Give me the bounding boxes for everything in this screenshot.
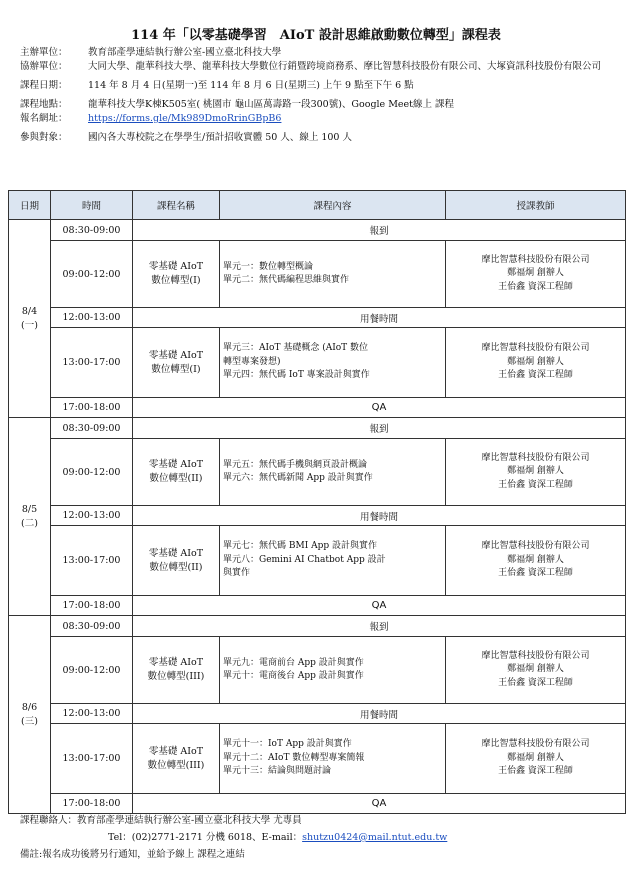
header-teacher: 授課教師: [446, 191, 626, 220]
teacher-line: 王佁鑫 資深工程師: [498, 766, 573, 777]
date-cell: [9, 418, 51, 616]
course-content-line: 單元七：無代碼 BMI App 設計與實作: [223, 541, 377, 552]
teacher-cell: [446, 328, 626, 398]
time-cell: 17:00-18:00: [51, 596, 133, 616]
course-name-cell: [133, 526, 220, 596]
qa-cell: QA: [133, 596, 626, 616]
time-cell: 13:00-17:00: [51, 526, 133, 596]
table-row: [9, 704, 626, 724]
co-organizer-row: [20, 60, 624, 74]
course-content-cell: [220, 241, 446, 308]
course-content-line: 單元十三：結論與問題討論: [223, 766, 332, 777]
course-content-cell: [220, 328, 446, 398]
location-row: [20, 98, 624, 112]
table-row: [9, 794, 626, 814]
course-name-line: 數位轉型(II): [149, 473, 203, 484]
location-value: 龍華科技大學K棟K505室( 桃園市 龜山區萬壽路一段300號)、Google Meet線上 課程: [88, 99, 455, 110]
teacher-line: 摩比智慧科技股份有限公司: [481, 739, 590, 750]
course-name-cell: [133, 241, 220, 308]
teacher-cell: [446, 637, 626, 704]
teacher-line: 鄭福炯 創辦人: [507, 554, 564, 565]
time-cell: 13:00-17:00: [51, 724, 133, 794]
course-content-line: 與實作: [223, 568, 251, 579]
teacher-line: 鄭福炯 創辦人: [507, 268, 564, 279]
course-name-line: 數位轉型(III): [147, 759, 205, 771]
checkin-cell: 報到: [133, 220, 626, 241]
contact-tel: [20, 829, 447, 846]
table-row: [9, 439, 626, 506]
course-content-cell: [220, 724, 446, 794]
table-row: [9, 241, 626, 308]
teacher-line: 摩比智慧科技股份有限公司: [481, 541, 590, 552]
course-content-line: 單元十一：IoT App 設計與實作: [223, 739, 352, 750]
lunch-cell: 用餐時間: [133, 506, 626, 526]
course-content-line: 單元四：無代碼 IoT 專案設計與實作: [223, 370, 370, 381]
organizer-value: 教育部產學連結執行辦公室-國立臺北科技大學: [88, 47, 282, 58]
co-organizer-label: 協辦單位：: [20, 61, 68, 72]
course-name-cell: [133, 637, 220, 704]
lunch-cell: 用餐時間: [133, 704, 626, 724]
time-cell: 17:00-18:00: [51, 794, 133, 814]
weekday-value: (一): [21, 319, 38, 331]
table-row: [9, 418, 626, 439]
course-name-line: 零基礎 AIoT: [148, 459, 204, 470]
qa-cell: QA: [133, 794, 626, 814]
target-row: [20, 131, 624, 145]
course-name-line: 數位轉型(I): [151, 363, 201, 375]
checkin-cell: 報到: [133, 616, 626, 637]
course-content-line: 單元一：數位轉型概論: [223, 261, 314, 272]
course-content-line: 單元八：Gemini AI Chatbot App 設計: [223, 554, 386, 565]
time-cell: 08:30-09:00: [51, 220, 133, 241]
teacher-cell: [446, 526, 626, 596]
target-label: 參與對象：: [20, 132, 68, 143]
weekday-value: (二): [21, 517, 38, 529]
date-value: 8/4: [21, 305, 38, 317]
organizer-row: [20, 46, 624, 60]
time-cell: 13:00-17:00: [51, 328, 133, 398]
course-name-line: 零基礎 AIoT: [148, 547, 204, 559]
course-content-line: 單元二：無代碼編程思維與實作: [223, 275, 350, 285]
course-name-line: 數位轉型(I): [151, 275, 201, 286]
time-cell: 08:30-09:00: [51, 418, 133, 439]
event-info: [8, 46, 624, 145]
time-cell: 08:30-09:00: [51, 616, 133, 637]
course-name-line: 零基礎 AIoT: [148, 261, 204, 272]
target-value: 國內各大專校院之在學學生/預計招收實體 50 人、線上 100 人: [88, 132, 353, 143]
table-row: [9, 616, 626, 637]
lunch-cell: 用餐時間: [133, 308, 626, 328]
organizer-label: 主辦單位：: [20, 47, 68, 58]
course-name-cell: [133, 439, 220, 506]
time-cell: 12:00-13:00: [51, 704, 133, 724]
header-date: 日期: [9, 191, 51, 220]
course-content-line: 單元六：無代碼新聞 App 設計與實作: [223, 473, 373, 483]
weekday-value: (三): [21, 715, 38, 727]
course-content-line: 單元五：無代碼手機與網頁設計概論: [223, 459, 368, 470]
teacher-cell: [446, 439, 626, 506]
signup-label: 報名網址：: [20, 113, 68, 124]
date-row: [20, 79, 624, 93]
table-header-row: [9, 191, 626, 220]
location-label: 課程地點：: [20, 99, 68, 110]
table-row: [9, 308, 626, 328]
contact-person: 課程聯絡人：教育部產學連結執行辦公室-國立臺北科技大學 尤專員: [20, 815, 302, 826]
teacher-line: 鄭福炯 創辦人: [507, 356, 564, 367]
teacher-line: 王佁鑫 資深工程師: [498, 370, 573, 381]
date-label: 課程日期：: [20, 80, 68, 91]
header-course-name: 課程名稱: [133, 191, 220, 220]
time-cell: 12:00-13:00: [51, 308, 133, 328]
teacher-line: 王佁鑫 資深工程師: [498, 677, 573, 688]
course-name-line: 零基礎 AIoT: [148, 745, 204, 757]
date-value: 8/6: [21, 701, 38, 713]
footer: [20, 812, 447, 863]
signup-link[interactable]: https://forms.gle/Mk989DmoRrinGBpB6: [88, 113, 282, 124]
table-row: [9, 220, 626, 241]
table-row: [9, 398, 626, 418]
co-organizer-value: 大同大學、龍華科技大學、龍華科技大學數位行銷暨跨境商務系、摩比智慧科技股份有限公司、大塚資訊科技股份有限公司: [88, 61, 602, 72]
course-content-cell: [220, 526, 446, 596]
table-row: [9, 328, 626, 398]
time-cell: 09:00-12:00: [51, 439, 133, 506]
table-row: [9, 526, 626, 596]
header-course-content: 課程內容: [220, 191, 446, 220]
checkin-cell: 報到: [133, 418, 626, 439]
date-value: 8/5: [21, 503, 38, 515]
date-value: 114 年 8 月 4 日(星期一)至 114 年 8 月 6 日(星期三) 上午 9 點至下午 6 點: [88, 80, 414, 91]
course-content-cell: [220, 439, 446, 506]
course-content-cell: [220, 637, 446, 704]
time-cell: 09:00-12:00: [51, 637, 133, 704]
page-title: 114 年「以零基礎學習 AIoT 設計思維啟動數位轉型」課程表: [131, 28, 501, 43]
table-row: [9, 506, 626, 526]
teacher-line: 摩比智慧科技股份有限公司: [481, 650, 590, 661]
teacher-line: 摩比智慧科技股份有限公司: [481, 452, 590, 463]
teacher-line: 王佁鑫 資深工程師: [498, 479, 573, 490]
date-cell: [9, 220, 51, 418]
course-name-cell: [133, 328, 220, 398]
teacher-line: 鄭福炯 創辦人: [507, 466, 564, 477]
teacher-line: 鄭福炯 創辦人: [507, 664, 564, 675]
schedule-table: [8, 190, 626, 814]
time-cell: 09:00-12:00: [51, 241, 133, 308]
header-time: 時間: [51, 191, 133, 220]
teacher-line: 摩比智慧科技股份有限公司: [481, 343, 590, 354]
course-content-line: 單元十：電商後台 App 設計與實作: [223, 671, 364, 681]
table-row: [9, 724, 626, 794]
course-content-line: 單元十二：AIoT 數位轉型專案簡報: [223, 752, 365, 763]
course-name-line: 零基礎 AIoT: [148, 657, 204, 668]
date-cell: [9, 616, 51, 814]
teacher-line: 摩比智慧科技股份有限公司: [481, 254, 590, 265]
qa-cell: QA: [133, 398, 626, 418]
teacher-line: 王佁鑫 資深工程師: [498, 568, 573, 579]
signup-row: [20, 112, 624, 126]
time-cell: 17:00-18:00: [51, 398, 133, 418]
table-row: [9, 637, 626, 704]
teacher-cell: [446, 724, 626, 794]
table-row: [9, 596, 626, 616]
course-content-line: 單元三：AIoT 基礎概念 (AIoT 數位: [223, 343, 369, 354]
email-link[interactable]: shutzu0424@mail.ntut.edu.tw: [302, 832, 448, 843]
time-cell: 12:00-13:00: [51, 506, 133, 526]
course-content-line: 單元九：電商前台 App 設計與實作: [223, 657, 364, 668]
course-content-line: 轉型專案發想): [223, 356, 281, 367]
course-name-line: 零基礎 AIoT: [148, 349, 204, 361]
teacher-cell: [446, 241, 626, 308]
tel-text: Tel：(02)2771-2171 分機 6018、E-mail：: [108, 832, 303, 843]
course-name-line: 數位轉型(III): [147, 671, 205, 682]
course-name-line: 數位轉型(II): [149, 561, 203, 573]
teacher-line: 鄭福炯 創辦人: [507, 752, 564, 763]
footer-note: 備註:報名成功後將另行通知，並給予線上 課程之連結: [20, 849, 245, 860]
teacher-line: 王佁鑫 資深工程師: [498, 281, 573, 292]
course-name-cell: [133, 724, 220, 794]
